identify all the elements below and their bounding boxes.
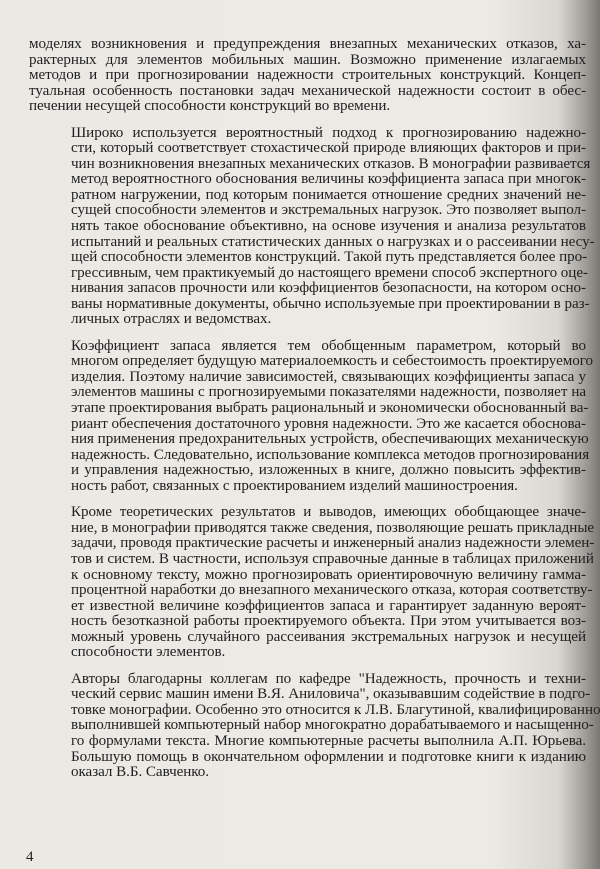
text-line: туальная особенность постановки задач механической надежности состоит в обес- — [29, 82, 586, 99]
text-line: элементов машины с прогнозируемыми показателями надежности, позволяет на — [71, 384, 586, 401]
text-line: ния применения предохранительных устройств, обеспечивающих механическую — [71, 431, 589, 448]
text-line: нивания запасов прочности или коэффициентов безопасности, на котором осно- — [71, 280, 586, 297]
paragraph — [29, 504, 595, 661]
text-line: оказал В.Б. Савченко. — [71, 764, 210, 781]
text-line: многом определяет будущую материалоемкость и себестоимость проектируемого — [71, 353, 593, 370]
text-line: сущей способности элементов и экстремальных нагрузок. Это позволяет выпол- — [71, 202, 586, 219]
text-line: задачи, проводя практические расчеты и инженерный анализ надежности элемен- — [71, 535, 595, 552]
text-line: и управления надежностью, изложенных в книге, должно повысить эффектив- — [71, 462, 586, 479]
text-line: методов и при прогнозировании надежности строительных конструкций. Концеп- — [29, 67, 586, 84]
text-line: го формулами текста. Многие компьютерные расчеты выполнила А.П. Юрьева. — [71, 732, 586, 749]
text-line: Коэффициент запаса является тем обобщенным параметром, который во — [71, 337, 586, 354]
text-line: Кроме теоретических результатов и выводов, имеющих обобщающее значе- — [71, 504, 586, 521]
text-line: ваны нормативные документы, обычно используемые при проектировании в раз- — [71, 295, 590, 312]
paragraph — [29, 670, 600, 781]
text-line: Большую помощь в окончательном оформлении и подготовке книги к изданию — [71, 748, 586, 765]
text-line: чин возникновения внезапных механических отказов. В монографии развивается — [71, 155, 591, 172]
text-line: можный уровень случайного рассеивания экстремальных нагрузок и несущей — [71, 628, 586, 645]
text-line: ратном нагружении, под которым понимается отношение средних значений не- — [71, 186, 586, 203]
text-line: Авторы благодарны коллегам по кафедре "Надежность, прочность и техни- — [71, 670, 586, 687]
page-number: 4 — [26, 849, 34, 865]
text-line: ческий сервис машин имени В.Я. Аниловича", оказывавшим содействие в подго- — [71, 686, 591, 703]
paragraph — [29, 337, 593, 494]
paragraph — [29, 37, 586, 115]
text-line: этапе проектирования выбрать рациональный и экономически обоснованный ва- — [71, 400, 589, 417]
text-line: Широко используется вероятностный подход к прогнозированию надежно- — [71, 124, 586, 141]
text-line: к основному тексту, можно прогнозировать ориентировочную величину гамма- — [71, 566, 586, 583]
text-line: щей способности элементов конструкций. Такой путь представляется более про- — [71, 249, 588, 266]
text-line: испытаний и реальных статистических данных о нагрузках и о рассеивании несу- — [71, 233, 595, 250]
text-line: изделия. Поэтому наличие зависимостей, связывающих коэффициенты запаса у — [71, 368, 586, 385]
text-line: личных отраслях и ведомствах. — [71, 311, 272, 328]
text-line: моделях возникновения и предупреждения внезапных механических отказов, ха- — [29, 36, 586, 52]
text-line: процентной наработки до внезапного механического отказа, которая соответству- — [71, 582, 593, 599]
text-line: метод вероятностного обоснования величины коэффициента запаса при многок- — [71, 171, 586, 188]
text-line: печении несущей способности конструкций во времени. — [29, 98, 391, 115]
text-line: рактерных для элементов мобильных машин. Возможно применение излагаемых — [29, 51, 586, 68]
text-line: сти, который соответствует стохастической природе влияющих факторов и при- — [71, 140, 586, 157]
paragraph — [29, 124, 595, 328]
body-text — [29, 36, 600, 792]
text-line: выполнившей компьютерный набор многократно дорабатываемого и насыщенно- — [71, 717, 594, 734]
text-line: надежность. Следовательно, использование комплекса методов прогнозирования — [71, 446, 590, 463]
text-line: нять такое обоснование объективно, на основе изучения и анализа результатов — [71, 218, 586, 235]
text-line: ность работ, связанных с проектированием изделий машиностроения. — [71, 477, 518, 494]
text-line: способности элементов. — [71, 644, 226, 661]
text-line: ет известной величине коэффициентов запаса и гарантирует заданную вероят- — [71, 597, 586, 614]
text-line: ность безотказной работы проектируемого объекта. При этом учитывается воз- — [71, 613, 586, 630]
text-line: риант обеспечения достаточного уровня надежности. Это же касается обоснова- — [71, 415, 586, 432]
text-line: грессивным, чем практикуемый до настоящего времени способ экспертного оце- — [71, 264, 588, 281]
text-line: тов и систем. В частности, используя справочные данные в таблицах приложений — [71, 550, 594, 567]
text-line: товке монографии. Особенно это относится к Л.В. Благутиной, квалифицированно — [71, 701, 600, 718]
text-line: ние, в монографии приводятся также сведения, позволяющие решать прикладные — [71, 519, 595, 536]
